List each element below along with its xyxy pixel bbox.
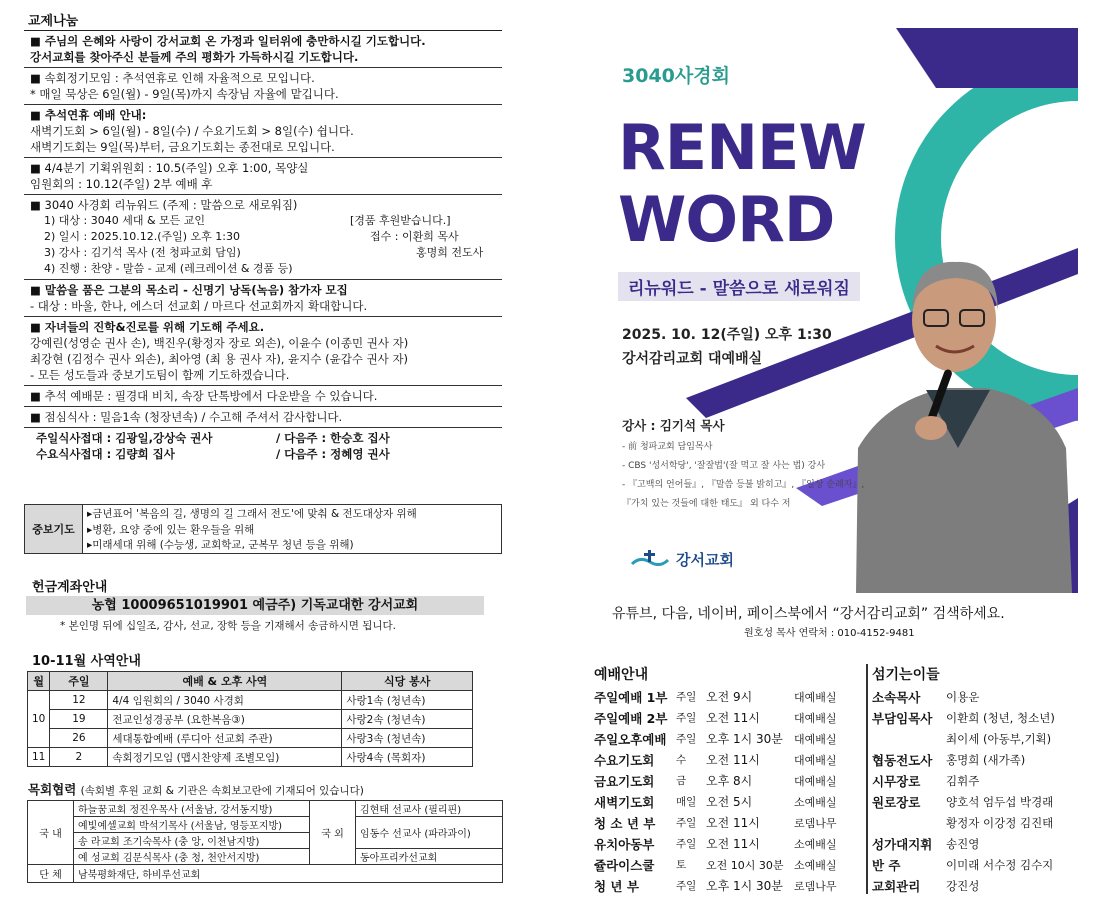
event-row-right: 접수 : 이환희 목사 (370, 230, 459, 243)
staff-names: 양호석 엄두섭 박경래 (946, 794, 1054, 809)
worship-time: 오전 10시 30분 (706, 858, 784, 872)
column-divider (866, 664, 868, 894)
table-cell-event: 4/4 임원회의 / 3040 사경회 (108, 691, 342, 710)
worship-name: 쥴라이스쿨 (594, 857, 655, 873)
table-cell-event: 전교인성경공부 (요한복음③) (108, 710, 342, 729)
worship-list (594, 686, 864, 896)
worship-name: 주일예배 2부 (594, 710, 668, 726)
worship-day: 주일 (676, 817, 697, 829)
staff-role: 협동전도사 (872, 752, 933, 768)
poster-speaker: 강사 : 김기석 목사 (622, 418, 725, 433)
news-line: ■ 4/4분기 기획위원회 : 10.5(주일) 오후 1:00, 목양실 (30, 161, 309, 175)
staff-names: 홍명희 (새가족) (946, 752, 1026, 767)
worship-day: 매일 (676, 796, 697, 808)
reception-row (36, 430, 496, 446)
event-block (24, 195, 502, 280)
table-row (28, 710, 473, 729)
poster-title-line2: WORD (618, 183, 835, 256)
event-row (30, 261, 496, 277)
news-line: 새벽기도회 > 6일(월) - 8일(수) / 수요기도회 > 8일(수) 쉽니다. (30, 124, 354, 138)
prayer-label: 중보기도 (25, 505, 83, 553)
worship-place: 소예배실 (794, 837, 837, 851)
staff-row (872, 728, 1092, 749)
reception-right: / 다음주 : 한승호 집사 (276, 431, 390, 445)
search-guide: 유튜브, 다음, 네이버, 페이스북에서 “강서감리교회” 검색하세요. (612, 606, 1005, 622)
account-number: 농협 10009651019901 예금주) 기독교대한 강서교회 (26, 596, 484, 615)
event-row-left: 2) 일시 : 2025.10.12.(주일) 오후 1:30 (44, 230, 240, 243)
mission-overseas-item: 김현태 선교사 (필리핀) (356, 801, 503, 817)
news-line: 최강현 (김정수 권사 외손), 최아영 (최 용 권사 자), 윤지수 (윤갑수 권사 자) (30, 352, 409, 366)
news-line: ■ 자녀들의 진학&진로를 위해 기도해 주세요. (30, 320, 265, 334)
reception-left: 주일식사접대 : 김광일,강상숙 권사 (36, 431, 213, 445)
column-header: 월 (28, 672, 50, 691)
worship-time: 오전 11시 (706, 753, 760, 767)
mission-overseas-item: 임동수 선교사 (파라과이) (356, 817, 503, 849)
prayer-item: ▸미래세대 위해 (수능생, 교회학교, 군복무 청년 등을 위해) (87, 539, 354, 551)
news-item (24, 317, 502, 386)
worship-place: 대예배실 (794, 774, 837, 788)
news-line: * 매일 묵상은 6일(월) - 9일(목)까지 속장님 자율에 맡깁니다. (30, 87, 339, 101)
poster-date: 2025. 10. 12(주일) 오후 1:30 (622, 327, 832, 343)
column-header: 주일 (50, 672, 108, 691)
prayer-item: ▸병환, 요양 중에 있는 환우들을 위해 (87, 523, 255, 536)
mission-overseas-label: 국 외 (310, 801, 356, 865)
poster-tagline: 리뉴워드 - 말씀으로 새로워짐 (618, 272, 860, 301)
staff-role: 시무장로 (872, 773, 921, 789)
event-row-right: [경품 후원받습니다.] (350, 214, 451, 227)
table-cell-day: 2 (50, 748, 108, 767)
poster-venue: 강서감리교회 대예배실 (622, 351, 763, 367)
purple-stripe-shape (896, 28, 1078, 88)
mission-table (27, 800, 503, 883)
worship-place: 로뎀나무 (794, 816, 837, 830)
table-cell-kitchen: 사랑1속 (청년속) (342, 691, 473, 710)
prayer-box (24, 504, 502, 554)
worship-name: 금요기도회 (594, 773, 655, 789)
worship-row (594, 812, 864, 833)
worship-row (594, 833, 864, 854)
worship-time: 오전 11시 (706, 816, 760, 830)
news-line: 새벽기도회는 9일(목)부터, 금요기도회는 종전대로 모입니다. (30, 140, 335, 154)
staff-names: 김휘주 (946, 773, 980, 788)
church-logo (630, 548, 734, 570)
worship-row (594, 707, 864, 728)
poster-cv-line: - 『고백의 언어들』, 『말씀 등불 밝히고』, 『일상 순례자』, (622, 480, 865, 490)
staff-names: 황정자 이강정 김진태 (946, 815, 1054, 830)
mission-domestic-item: 예빛예셀교회 박석기목사 (서울남, 영등포지방) (74, 817, 310, 833)
table-cell-day: 12 (50, 691, 108, 710)
staff-row (872, 707, 1092, 728)
staff-role: 성가대지휘 (872, 836, 933, 852)
table-row (28, 801, 503, 817)
worship-place: 대예배실 (794, 732, 837, 746)
table-header-row (28, 672, 473, 691)
mission-domestic-item: 예 성교회 김문식목사 (충 청, 천안서지방) (74, 849, 310, 865)
poster-cv-line: - CBS '성서학당', '잘잘법'(잘 먹고 잘 사는 법) 강사 (622, 461, 826, 471)
event-row (30, 245, 496, 261)
mission-org: 남북평화재단, 하비루선교회 (74, 865, 503, 883)
table-row (28, 865, 503, 883)
mission-org-label: 단 체 (28, 865, 74, 883)
worship-name: 주일예배 1부 (594, 689, 668, 705)
worship-name: 청 소 년 부 (594, 815, 656, 831)
worship-place: 대예배실 (794, 711, 837, 725)
worship-row (594, 770, 864, 791)
poster-title-line1: RENEW (618, 111, 866, 184)
worship-day: 토 (676, 859, 687, 871)
news-line: ■ 추석 예배문 : 필경대 비치, 속장 단톡방에서 다운받을 수 있습니다. (30, 389, 378, 403)
event-row (30, 229, 496, 245)
staff-row (872, 686, 1092, 707)
news-line: 강예린(성영순 권사 손), 백진우(황정자 장로 외손), 이윤수 (이종민 권사 자) (30, 336, 409, 350)
worship-day: 주일 (676, 733, 697, 745)
staff-names: 이용운 (946, 689, 980, 704)
worship-row (594, 728, 864, 749)
table-cell-day: 19 (50, 710, 108, 729)
worship-day: 주일 (676, 838, 697, 850)
mission-title-text: 목회협력 (28, 782, 77, 797)
news-line: 임원회의 : 10.12(주일) 2부 예배 후 (30, 177, 213, 191)
table-row (28, 817, 503, 833)
mission-domestic-item: 송 라교회 조기숙목사 (충 앙, 이천남지방) (74, 833, 310, 849)
table-cell-kitchen: 사랑4속 (목회자) (342, 748, 473, 767)
reception-right: / 다음주 : 정혜영 권사 (276, 447, 390, 461)
news-line: ■ 속회정기모임 : 추석연휴로 인해 자율적으로 모입니다. (30, 71, 315, 85)
worship-row (594, 686, 864, 707)
staff-row (872, 812, 1092, 833)
worship-day: 수 (676, 754, 687, 766)
news-line: ■ 추석연휴 예배 안내: (30, 108, 147, 122)
worship-row (594, 791, 864, 812)
worship-day: 주일 (676, 880, 697, 892)
news-item (24, 68, 502, 105)
news-item (24, 386, 502, 407)
news-line: ■ 말씀을 품은 그분의 목소리 - 신명기 낭독(녹음) 참가자 모집 (30, 283, 348, 297)
staff-row (872, 875, 1092, 896)
worship-name: 청 년 부 (594, 878, 639, 894)
staff-row (872, 833, 1092, 854)
worship-time: 오후 1시 30분 (706, 732, 783, 746)
table-cell-kitchen: 사랑2속 (청년속) (342, 710, 473, 729)
news-line: ■ 주님의 은혜와 사랑이 강서교회 온 가정과 일터위에 충만하시길 기도합니다. (30, 34, 426, 48)
prayer-item: ▸금년표어 '복음의 길, 생명의 길 그래서 전도'에 맞춰 & 전도대상자 위해 (87, 508, 417, 520)
table-cell-month: 11 (28, 748, 50, 767)
news-line: 강서교회를 찾아주신 분들께 주의 평화가 가득하시길 기도합니다. (30, 50, 359, 64)
schedule-table (27, 671, 473, 767)
table-cell-event: 세대통합예배 (루디아 선교회 주관) (108, 729, 342, 748)
church-logo-text: 강서교회 (676, 550, 734, 569)
staff-role: 원로장로 (872, 794, 921, 810)
staff-row (872, 749, 1092, 770)
section-title-exchange: 교제나눔 (28, 14, 79, 29)
table-cell-event: 속회정기모임 (맵시찬양제 조별모임) (108, 748, 342, 767)
staff-names: 이미래 서수정 김수지 (946, 857, 1054, 872)
reception-left: 수요식사접대 : 김량희 집사 (36, 447, 175, 461)
news-line: - 모든 성도들과 중보기도팀이 함께 기도하겠습니다. (30, 368, 290, 382)
staff-names: 강진성 (946, 878, 980, 893)
news-line: ■ 점심식사 : 밀음1속 (청장년속) / 수고해 주셔서 감사합니다. (30, 410, 343, 424)
worship-day: 주일 (676, 691, 697, 703)
news-list (24, 30, 502, 464)
staff-role: 소속목사 (872, 689, 921, 705)
news-item (24, 105, 502, 158)
mission-domestic-label: 국 내 (28, 801, 74, 865)
account-note: * 본인명 뒤에 십일조, 감사, 선교, 장학 등을 기재해서 송금하시면 됩니다. (60, 620, 396, 632)
prayer-items (83, 505, 421, 553)
table-row (28, 849, 503, 865)
staff-role: 반 주 (872, 857, 901, 873)
staff-role: 부담임목사 (872, 710, 933, 726)
worship-title: 예배안내 (594, 667, 649, 683)
news-item (24, 280, 502, 317)
worship-time: 오전 9시 (706, 690, 753, 704)
worship-row (594, 854, 864, 875)
poster-cv-line: - 前 청파교회 담임목사 (622, 442, 713, 452)
worship-time: 오전 5시 (706, 795, 753, 809)
speaker-portrait (856, 262, 1072, 593)
table-cell-month: 10 (28, 691, 50, 748)
worship-time: 오후 8시 (706, 774, 753, 788)
staff-role: 교회관리 (872, 878, 921, 894)
event-row-right: 홍명희 전도사 (416, 246, 484, 259)
worship-day: 주일 (676, 712, 697, 724)
worship-name: 주일오후예배 (594, 731, 667, 747)
worship-place: 로뎀나무 (794, 879, 837, 893)
poster-cv-line: 『가치 있는 것들에 대한 태도』 외 다수 저 (622, 499, 791, 509)
mission-domestic-item: 하늘꿈교회 정진우목사 (서울남, 강서동지방) (74, 801, 310, 817)
table-cell-kitchen: 사랑3속 (청년속) (342, 729, 473, 748)
event-row-left: 1) 대상 : 3040 세대 & 모든 교인 (44, 214, 206, 227)
worship-name: 수요기도회 (594, 752, 655, 768)
reception-row (36, 446, 496, 462)
news-item (24, 158, 502, 195)
worship-time: 오후 1시 30분 (706, 879, 783, 893)
worship-name: 유치아동부 (594, 836, 655, 852)
staff-names: 최이세 (아동부,기획) (946, 731, 1052, 746)
staff-list (872, 686, 1092, 896)
reception-block (24, 428, 502, 464)
news-item (24, 407, 502, 428)
event-poster (596, 28, 1078, 593)
staff-row (872, 854, 1092, 875)
worship-place: 대예배실 (794, 690, 837, 704)
table-row (28, 729, 473, 748)
contact-info: 원호성 목사 연락처 : 010-4152-9481 (744, 628, 915, 639)
worship-day: 금 (676, 775, 687, 787)
worship-name: 새벽기도회 (594, 794, 655, 810)
staff-row (872, 791, 1092, 812)
staff-names: 이환희 (청년, 청소년) (946, 710, 1055, 725)
worship-place: 소예배실 (794, 795, 837, 809)
table-row (28, 691, 473, 710)
mission-title (28, 780, 364, 798)
mission-overseas-item: 동아프리카선교회 (356, 849, 503, 865)
column-header: 식당 봉사 (342, 672, 473, 691)
worship-time: 오전 11시 (706, 711, 760, 725)
news-item (24, 31, 502, 68)
worship-row (594, 749, 864, 770)
table-cell-day: 26 (50, 729, 108, 748)
table-row (28, 748, 473, 767)
event-row (30, 213, 496, 229)
church-logo-icon (630, 548, 670, 570)
worship-row (594, 875, 864, 896)
news-line: - 대상 : 바울, 한나, 에스더 선교회 / 마르다 선교회까지 확대합니다. (30, 299, 368, 313)
event-row-left: 4) 진행 : 찬양 - 말씀 - 교제 (레크레이션 & 경품 등) (44, 262, 293, 275)
column-header: 예배 & 오후 사역 (108, 672, 342, 691)
worship-place: 소예배실 (794, 858, 837, 872)
worship-place: 대예배실 (794, 753, 837, 767)
schedule-title: 10-11월 사역안내 (32, 654, 141, 669)
staff-row (872, 770, 1092, 791)
mission-subtitle: (속회별 후원 교회 & 기관은 속회보고란에 기재되어 있습니다) (80, 785, 364, 797)
account-title: 헌금계좌안내 (32, 580, 108, 595)
poster-subtitle: 3040사경회 (622, 65, 730, 87)
worship-time: 오전 11시 (706, 837, 760, 851)
staff-names: 송진영 (946, 836, 980, 851)
event-row-left: 3) 강사 : 김기석 목사 (전 청파교회 담임) (44, 246, 241, 259)
staff-title: 섬기는이들 (872, 667, 940, 683)
event-heading: ■ 3040 사경회 리뉴워드 (주제 : 말씀으로 새로워짐) (30, 198, 298, 212)
